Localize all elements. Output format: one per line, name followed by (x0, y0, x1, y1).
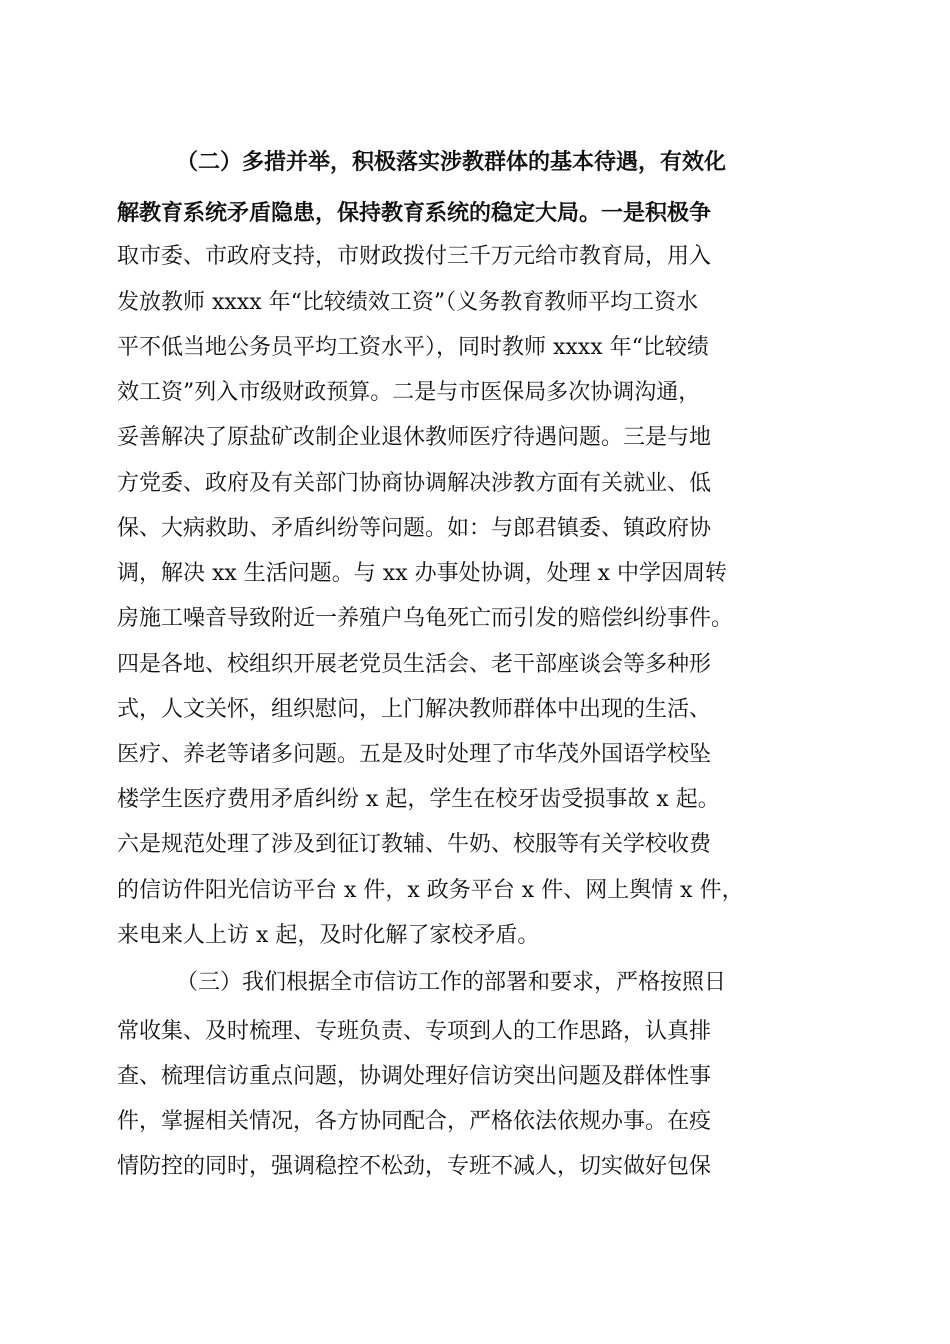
paragraph-line: 四是各地、校组织开展老党员生活会、老干部座谈会等多种形 (117, 652, 712, 677)
paragraph-line: 取市委、市政府支持，市财政拨付三千万元给市教育局，用入 (117, 244, 712, 269)
paragraph-line: 方党委、政府及有关部门协商协调解决涉教方面有关就业、低 (117, 471, 712, 496)
paragraph-line: 的信访件阳光信访平台 x 件，x 政务平台 x 件、网上舆情 x 件， (117, 878, 744, 903)
paragraph-line: 效工资”列入市级财政预算。二是与市医保局多次协调沟通， (117, 380, 701, 405)
paragraph-line: （三）我们根据全市信访工作的部署和要求，严格按照日 (176, 970, 727, 995)
paragraph-line: 平不低当地公务员平均工资水平），同时教师 xxxx 年“比较绩 (117, 335, 709, 360)
paragraph-line: 件，掌握相关情况，各方协同配合，严格依法依规办事。在疫 (117, 1109, 712, 1134)
paragraph-line: 楼学生医疗费用矛盾纠纷 x 起，学生在校牙齿受损事故 x 起。 (117, 787, 720, 812)
paragraph-line: 发放教师 xxxx 年“比较绩效工资”（义务教育教师平均工资水 (117, 290, 699, 315)
paragraph-line: 妥善解决了原盐矿改制企业退休教师医疗待遇问题。三是与地 (117, 425, 712, 450)
paragraph-line: 情防控的同时，强调稳控不松劲，专班不减人，切实做好包保 (117, 1154, 712, 1179)
paragraph-line: 医疗、养老等诸多问题。五是及时处理了市华茂外国语学校坠 (117, 742, 712, 767)
paragraph-line: 来电来人上访 x 起，及时化解了家校矛盾。 (117, 923, 540, 948)
paragraph-line: （二）多措并举，积极落实涉教群体的基本待遇，有效化 (176, 150, 727, 175)
paragraph-line: 保、大病救助、矛盾纠纷等问题。如：与郎君镇委、镇政府协 (117, 516, 712, 541)
paragraph-line: 六是规范处理了涉及到征订教辅、牛奶、校服等有关学校收费 (117, 832, 712, 857)
paragraph-line: 解教育系统矛盾隐患，保持教育系统的稳定大局。一是积极争 (117, 201, 712, 226)
paragraph-line: 调，解决 xx 生活问题。与 xx 办事处协调，处理 x 中学因周转 (117, 561, 727, 586)
paragraph-line: 房施工噪音导致附近一养殖户乌龟死亡而引发的赔偿纠纷事件。 (117, 606, 734, 631)
paragraph-line: 式，人文关怀，组织慰问，上门解决教师群体中出现的生活、 (117, 697, 712, 722)
paragraph-line: 查、梳理信访重点问题，协调处理好信访突出问题及群体性事 (117, 1064, 712, 1089)
paragraph-line: 常收集、及时梳理、专班负责、专项到人的工作思路，认真排 (117, 1019, 712, 1044)
